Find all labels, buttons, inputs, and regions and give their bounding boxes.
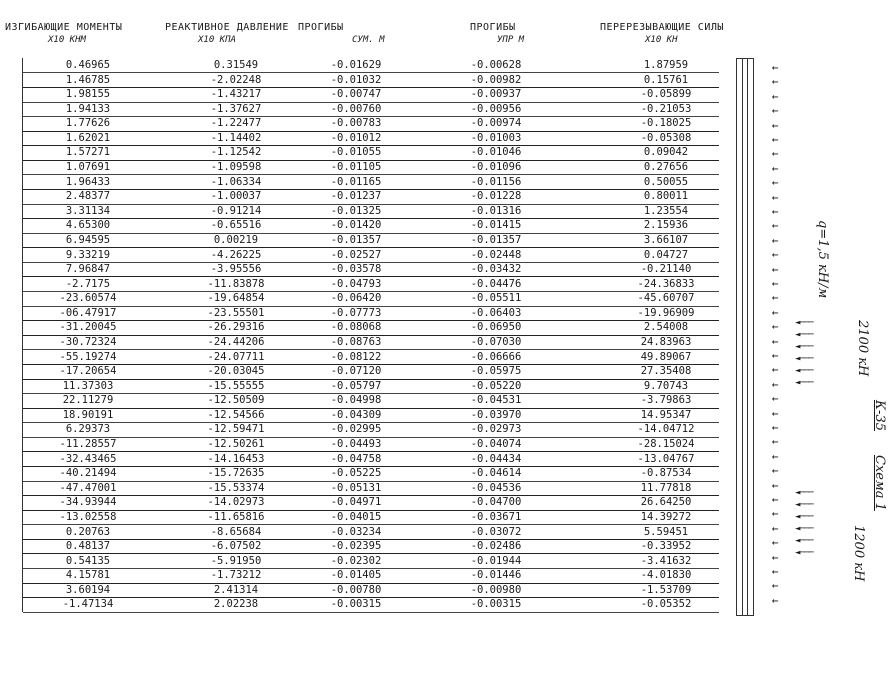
pressure-cell: -15.53374 xyxy=(207,481,265,494)
concentrated-arrow-icon: ◄─── xyxy=(795,366,813,376)
load-arrow-icon: ← xyxy=(771,61,779,74)
table-row xyxy=(23,306,719,321)
table-row xyxy=(23,189,719,204)
shear-cell: 2.15936 xyxy=(643,219,689,232)
shear-cell: -0.18025 xyxy=(640,117,692,130)
load-arrow-icon: ← xyxy=(771,421,779,434)
pressure-cell: -4.26225 xyxy=(210,248,262,261)
pressure-cell: -12.54566 xyxy=(207,408,265,421)
deflection-sum-cell: -0.02302 xyxy=(330,554,382,567)
deflection-sum-cell: -0.04758 xyxy=(330,452,382,465)
deflection-sum-cell: -0.05797 xyxy=(330,379,382,392)
deflection-el-cell: -0.07030 xyxy=(470,336,522,348)
pressure-cell: -24.44206 xyxy=(207,336,265,348)
concentrated-arrow-icon: ◄─── xyxy=(795,378,813,388)
pressure-cell: -1.73212 xyxy=(210,569,262,582)
table-row xyxy=(23,408,719,423)
concentrated-arrow-icon: ◄─── xyxy=(795,536,813,546)
deflection-el-cell: -0.01316 xyxy=(470,204,522,217)
deflection-el-cell: -0.01446 xyxy=(470,569,522,582)
moment-cell: 1.96433 xyxy=(65,175,111,188)
concentrated-arrow-icon: ◄─── xyxy=(795,342,813,352)
shear-cell: 49.89067 xyxy=(640,350,692,363)
deflection-sum-cell: -0.00783 xyxy=(330,117,382,130)
deflection-el-cell: -0.04700 xyxy=(470,496,522,509)
table-row xyxy=(23,364,719,379)
deflection-el-cell: -0.00974 xyxy=(470,117,522,130)
table-row xyxy=(23,350,719,365)
deflection-el-cell: -0.03432 xyxy=(470,263,522,276)
table-row xyxy=(23,437,719,452)
pressure-cell: -15.72635 xyxy=(207,467,265,480)
load-arrow-icon: ← xyxy=(771,349,779,362)
distributed-load-arrows xyxy=(768,62,782,612)
moment-cell: 1.77626 xyxy=(65,117,111,130)
table-row xyxy=(23,58,719,73)
shear-cell: 9.70743 xyxy=(643,379,689,392)
table-row xyxy=(23,525,719,540)
deflection-sum-cell: -0.01420 xyxy=(330,219,382,232)
pressure-cell: -26.29316 xyxy=(207,321,265,334)
load-arrow-icon: ← xyxy=(771,449,779,463)
table-row xyxy=(23,160,719,175)
pressure-cell: -15.55555 xyxy=(207,379,265,392)
deflection-el-cell: -0.01415 xyxy=(470,219,522,232)
deflection-sum-cell: -0.02527 xyxy=(330,248,382,261)
shear-cell: 24.83963 xyxy=(640,336,692,348)
label-distributed-load: q=1,5 кН/м xyxy=(815,220,830,299)
deflection-el-cell: -0.02973 xyxy=(470,423,522,436)
moment-cell: 1.98155 xyxy=(65,88,111,101)
pressure-cell: -6.07502 xyxy=(210,540,262,553)
pressure-cell: -12.50261 xyxy=(207,438,265,451)
deflection-el-cell: -0.00982 xyxy=(470,73,522,86)
load-arrow-icon: ← xyxy=(771,75,779,89)
moment-cell: 9.33219 xyxy=(65,248,111,261)
shear-cell: 27.35408 xyxy=(640,365,692,378)
concentrated-arrow-icon: ◄─── xyxy=(795,500,813,510)
shear-cell: -0.87534 xyxy=(640,467,692,480)
pressure-cell: -1.00037 xyxy=(210,190,262,203)
deflection-el-cell: -0.06403 xyxy=(470,306,522,319)
load-arrow-icon: ← xyxy=(771,89,779,103)
moment-cell: 4.65300 xyxy=(65,219,111,232)
moment-cell: 1.57271 xyxy=(65,146,111,159)
load-arrow-icon: ← xyxy=(771,205,779,218)
load-arrow-icon: ← xyxy=(771,493,779,506)
pressure-cell: -1.14402 xyxy=(210,131,262,144)
deflection-sum-cell: -0.05131 xyxy=(330,481,382,494)
load-arrow-icon: ← xyxy=(771,161,779,175)
moment-cell: -23.60574 xyxy=(59,292,117,305)
deflection-sum-cell: -0.01325 xyxy=(330,204,382,217)
pressure-cell: -1.22477 xyxy=(210,117,262,130)
moment-cell: -11.28557 xyxy=(59,438,117,451)
load-arrow-icon: ← xyxy=(771,406,779,420)
table-row xyxy=(23,291,719,306)
concentrated-arrow-icon: ◄─── xyxy=(795,512,813,522)
load-arrow-icon: ← xyxy=(771,478,779,492)
unit-moments: X10 КНМ xyxy=(48,35,86,45)
moment-cell: -47.47001 xyxy=(59,481,117,494)
deflection-el-cell: -0.06666 xyxy=(470,350,522,363)
deflection-sum-cell: -0.01032 xyxy=(330,73,382,86)
table-row xyxy=(23,495,719,510)
moment-cell: 0.54135 xyxy=(65,554,111,567)
pressure-cell: -0.65516 xyxy=(210,219,262,232)
load-arrow-icon: ← xyxy=(771,507,779,521)
table-row xyxy=(23,262,719,277)
load-arrow-icon: ← xyxy=(771,262,779,276)
load-arrow-icon: ← xyxy=(771,565,779,578)
table-row xyxy=(23,116,719,131)
deflection-sum-cell: -0.00760 xyxy=(330,102,382,115)
table-row xyxy=(23,539,719,554)
load-arrow-icon: ← xyxy=(771,550,779,564)
table-row xyxy=(23,422,719,437)
deflection-sum-cell: -0.00315 xyxy=(330,598,382,611)
pressure-cell: -5.91950 xyxy=(210,554,262,567)
table-row xyxy=(23,597,719,612)
moment-cell: 0.20763 xyxy=(65,525,111,538)
deflection-el-cell: -0.04531 xyxy=(470,394,522,407)
load-arrow-icon: ← xyxy=(771,435,779,449)
deflection-el-cell: -0.00937 xyxy=(470,88,522,101)
load-arrow-icon: ← xyxy=(771,334,779,348)
table-row xyxy=(23,320,719,335)
load-arrow-icon: ← xyxy=(771,392,779,406)
pressure-cell: -1.06334 xyxy=(210,175,262,188)
pressure-cell: -14.16453 xyxy=(207,452,265,465)
unit-deflection-sum: СУМ. М xyxy=(352,35,385,45)
moment-cell: 1.07691 xyxy=(65,161,111,174)
moment-cell: -40.21494 xyxy=(59,467,117,480)
moment-cell: 3.31134 xyxy=(65,204,111,217)
deflection-el-cell: -0.05220 xyxy=(470,379,522,392)
deflection-sum-cell: -0.00780 xyxy=(330,583,382,596)
shear-cell: 0.15761 xyxy=(643,73,689,86)
pressure-cell: 0.31549 xyxy=(213,59,259,71)
load-arrow-icon: ← xyxy=(771,593,779,607)
deflection-el-cell: -0.03072 xyxy=(470,525,522,538)
deflection-sum-cell: -0.04015 xyxy=(330,510,382,523)
pressure-cell: 2.02238 xyxy=(213,598,259,611)
deflection-sum-cell: -0.07773 xyxy=(330,306,382,319)
shear-cell: -3.41632 xyxy=(640,554,692,567)
load-arrow-icon: ← xyxy=(771,233,779,247)
deflection-sum-cell: -0.07120 xyxy=(330,365,382,378)
header-deflection-el: ПРОГИБЫ xyxy=(470,22,516,33)
shear-cell: -28.15024 xyxy=(637,438,695,451)
header-moments: ИЗГИБАЮЩИЕ МОМЕНТЫ xyxy=(5,22,123,33)
load-arrow-icon: ← xyxy=(771,291,779,305)
deflection-el-cell: -0.01156 xyxy=(470,175,522,188)
label-load-1200: 1200 кН xyxy=(851,525,866,582)
deflection-el-cell: -0.03970 xyxy=(470,408,522,421)
shear-cell: 1.23554 xyxy=(643,204,689,217)
deflection-sum-cell: -0.01629 xyxy=(330,59,382,71)
load-arrow-icon: ← xyxy=(771,377,779,391)
moment-cell: 1.94133 xyxy=(65,102,111,115)
pressure-cell: -1.09598 xyxy=(210,161,262,174)
shear-cell: -0.21140 xyxy=(640,263,692,276)
deflection-el-cell: -0.01944 xyxy=(470,554,522,567)
deflection-sum-cell: -0.04793 xyxy=(330,277,382,290)
pressure-cell: -1.12542 xyxy=(210,146,262,159)
table-row xyxy=(23,466,719,481)
deflection-sum-cell: -0.01012 xyxy=(330,131,382,144)
deflection-el-cell: -0.02448 xyxy=(470,248,522,261)
shear-cell: -0.05308 xyxy=(640,131,692,144)
deflection-sum-cell: -0.08122 xyxy=(330,350,382,363)
results-table xyxy=(22,58,719,612)
deflection-el-cell: -0.01357 xyxy=(470,233,522,246)
table-row xyxy=(23,481,719,496)
deflection-sum-cell: -0.01055 xyxy=(330,146,382,159)
table-row xyxy=(23,73,719,88)
shear-cell: 0.50055 xyxy=(643,175,689,188)
shear-cell: 3.66107 xyxy=(643,233,689,246)
table-row xyxy=(23,568,719,583)
deflection-el-cell: -0.00628 xyxy=(470,59,522,71)
deflection-el-cell: -0.03671 xyxy=(470,510,522,523)
deflection-sum-cell: -0.04971 xyxy=(330,496,382,509)
moment-cell: -30.72324 xyxy=(59,336,117,348)
shear-cell: 14.39272 xyxy=(640,510,692,523)
table-row xyxy=(23,204,719,219)
deflection-sum-cell: -0.01165 xyxy=(330,175,382,188)
load-arrow-icon: ← xyxy=(771,190,779,204)
pressure-cell: -19.64854 xyxy=(207,292,265,305)
shear-cell: -3.79863 xyxy=(640,394,692,407)
deflection-el-cell: -0.00956 xyxy=(470,102,522,115)
deflection-el-cell: -0.04536 xyxy=(470,481,522,494)
moment-cell: 4.15781 xyxy=(65,569,111,582)
table-row xyxy=(23,87,719,102)
moment-cell: -17.20654 xyxy=(59,365,117,378)
deflection-sum-cell: -0.04309 xyxy=(330,408,382,421)
deflection-el-cell: -0.01096 xyxy=(470,161,522,174)
header-pressure: РЕАКТИВНОЕ ДАВЛЕНИЕ xyxy=(165,22,289,33)
concentrated-arrow-icon: ◄─── xyxy=(795,488,813,498)
deflection-sum-cell: -0.03234 xyxy=(330,525,382,538)
moment-cell: 6.29373 xyxy=(65,423,111,436)
pressure-cell: -8.65684 xyxy=(210,525,262,538)
moment-cell: 3.60194 xyxy=(65,583,111,596)
label-code: К-35 xyxy=(872,400,887,431)
moment-cell: 0.48137 xyxy=(65,540,111,553)
deflection-el-cell: -0.05511 xyxy=(470,292,522,305)
concentrated-arrow-icon: ◄─── xyxy=(795,354,813,364)
pressure-cell: -12.50509 xyxy=(207,394,265,407)
load-arrow-icon: ← xyxy=(771,521,779,535)
deflection-sum-cell: -0.00747 xyxy=(330,88,382,101)
table-row xyxy=(23,277,719,292)
moment-cell: 7.96847 xyxy=(65,263,111,276)
table-row xyxy=(23,233,719,248)
pressure-cell: 2.41314 xyxy=(213,583,259,596)
load-arrow-icon: ← xyxy=(771,147,779,161)
load-arrow-icon: ← xyxy=(771,305,779,319)
shear-cell: -13.04767 xyxy=(637,452,695,465)
deflection-el-cell: -0.04476 xyxy=(470,277,522,290)
table-row xyxy=(23,131,719,146)
shear-cell: 11.77818 xyxy=(640,481,692,494)
pressure-cell: -3.95556 xyxy=(210,263,262,276)
moment-cell: 0.46965 xyxy=(65,59,111,71)
shear-cell: 0.27656 xyxy=(643,161,689,174)
concentrated-arrow-icon: ◄─── xyxy=(795,318,813,328)
shear-cell: 5.59451 xyxy=(643,525,689,538)
table-row xyxy=(23,379,719,394)
shear-cell: 0.80011 xyxy=(643,190,689,203)
shear-cell: -14.04712 xyxy=(637,423,695,436)
shear-cell: 0.09042 xyxy=(643,146,689,159)
moment-cell: -06.47917 xyxy=(59,306,117,319)
pressure-cell: -11.83878 xyxy=(207,277,265,290)
deflection-sum-cell: -0.04493 xyxy=(330,438,382,451)
deflection-sum-cell: -0.05225 xyxy=(330,467,382,480)
shear-cell: 0.04727 xyxy=(643,248,689,261)
deflection-sum-cell: -0.08763 xyxy=(330,336,382,348)
moment-cell: -55.19274 xyxy=(59,350,117,363)
deflection-sum-cell: -0.02995 xyxy=(330,423,382,436)
beam-diagram xyxy=(736,58,754,616)
moment-cell: -2.7175 xyxy=(65,277,111,290)
load-arrow-icon: ← xyxy=(771,104,779,118)
deflection-sum-cell: -0.01405 xyxy=(330,569,382,582)
shear-cell: -0.05352 xyxy=(640,598,692,611)
shear-cell: 2.54008 xyxy=(643,321,689,334)
deflection-sum-cell: -0.01357 xyxy=(330,233,382,246)
header-shear: ПЕРЕРЕЗЫВАЮЩИЕ СИЛЫ xyxy=(600,22,724,33)
table-row xyxy=(23,583,719,598)
shear-cell: -0.05899 xyxy=(640,88,692,101)
deflection-sum-cell: -0.02395 xyxy=(330,540,382,553)
pressure-cell: -0.91214 xyxy=(210,204,262,217)
deflection-el-cell: -0.04434 xyxy=(470,452,522,465)
deflection-el-cell: -0.05975 xyxy=(470,365,522,378)
deflection-el-cell: -0.00980 xyxy=(470,583,522,596)
load-arrow-icon: ← xyxy=(771,133,779,146)
moment-cell: 6.94595 xyxy=(65,233,111,246)
load-arrow-icon: ← xyxy=(771,118,779,132)
shear-cell: 26.64250 xyxy=(640,496,692,509)
table-row xyxy=(23,102,719,117)
table-row xyxy=(23,393,719,408)
pressure-cell: -14.02973 xyxy=(207,496,265,509)
unit-deflection-el: УПР М xyxy=(497,35,525,45)
table-row xyxy=(23,452,719,467)
table-row xyxy=(23,554,719,569)
deflection-el-cell: -0.02486 xyxy=(470,540,522,553)
moment-cell: 1.46785 xyxy=(65,73,111,86)
pressure-cell: -1.43217 xyxy=(210,88,262,101)
pressure-cell: -1.37627 xyxy=(210,102,262,115)
pressure-cell: -2.02248 xyxy=(210,73,262,86)
shear-cell: -19.96909 xyxy=(637,306,695,319)
header-deflection-sum: ПРОГИБЫ xyxy=(298,22,344,33)
deflection-sum-cell: -0.03578 xyxy=(330,263,382,276)
load-arrow-icon: ← xyxy=(771,464,779,478)
pressure-cell: -24.07711 xyxy=(207,350,265,363)
shear-cell: -1.53709 xyxy=(640,583,692,596)
shear-cell: -45.60707 xyxy=(637,292,695,305)
deflection-sum-cell: -0.06420 xyxy=(330,292,382,305)
moment-cell: -31.20045 xyxy=(59,321,117,334)
moment-cell: 22.11279 xyxy=(62,394,114,407)
label-scheme: Схема 1 xyxy=(872,455,887,511)
shear-cell: -24.36833 xyxy=(637,277,695,290)
load-arrow-icon: ← xyxy=(771,277,779,290)
pressure-cell: -20.03045 xyxy=(207,365,265,378)
moment-cell: 1.62021 xyxy=(65,131,111,144)
moment-cell: -13.02558 xyxy=(59,510,117,523)
shear-cell: -0.21053 xyxy=(640,102,692,115)
moment-cell: 18.90191 xyxy=(62,408,114,421)
shear-cell: -4.01830 xyxy=(640,569,692,582)
deflection-el-cell: -0.04614 xyxy=(470,467,522,480)
shear-cell: 14.95347 xyxy=(640,408,692,421)
deflection-el-cell: -0.06950 xyxy=(470,321,522,334)
deflection-el-cell: -0.01228 xyxy=(470,190,522,203)
table-row xyxy=(23,335,719,350)
moment-cell: 11.37303 xyxy=(62,379,114,392)
pressure-cell: -23.55501 xyxy=(207,306,265,319)
moment-cell: -34.93944 xyxy=(59,496,117,509)
label-load-2100: 2100 кН xyxy=(855,320,870,377)
load-arrow-icon: ← xyxy=(771,176,779,190)
concentrated-arrow-icon: ◄─── xyxy=(795,524,813,534)
table-row xyxy=(23,145,719,160)
deflection-sum-cell: -0.01105 xyxy=(330,161,382,174)
deflection-sum-cell: -0.01237 xyxy=(330,190,382,203)
moment-cell: 2.48377 xyxy=(65,190,111,203)
deflection-sum-cell: -0.04998 xyxy=(330,394,382,407)
moment-cell: -32.43465 xyxy=(59,452,117,465)
table-row xyxy=(23,510,719,525)
table-row xyxy=(23,218,719,233)
unit-shear: X10 КН xyxy=(645,35,678,45)
concentrated-arrow-icon: ◄─── xyxy=(795,330,813,340)
load-arrow-icon: ← xyxy=(771,248,779,262)
table-row xyxy=(23,175,719,190)
deflection-sum-cell: -0.08068 xyxy=(330,321,382,334)
pressure-cell: 0.00219 xyxy=(213,233,259,246)
pressure-cell: -12.59471 xyxy=(207,423,265,436)
deflection-el-cell: -0.04074 xyxy=(470,438,522,451)
unit-pressure: X10 КПА xyxy=(198,35,236,45)
pressure-cell: -11.65816 xyxy=(207,510,265,523)
deflection-el-cell: -0.01003 xyxy=(470,131,522,144)
shear-cell: 1.87959 xyxy=(643,59,689,71)
moment-cell: -1.47134 xyxy=(62,598,114,611)
load-arrow-icon: ← xyxy=(771,219,779,233)
load-arrow-icon: ← xyxy=(771,579,779,593)
deflection-el-cell: -0.00315 xyxy=(470,598,522,611)
shear-cell: -0.33952 xyxy=(640,540,692,553)
table-row xyxy=(23,248,719,263)
load-arrow-icon: ← xyxy=(771,363,779,377)
deflection-el-cell: -0.01046 xyxy=(470,146,522,159)
concentrated-arrow-icon: ◄─── xyxy=(795,548,813,558)
load-arrow-icon: ← xyxy=(771,536,779,550)
load-arrow-icon: ← xyxy=(771,320,779,334)
